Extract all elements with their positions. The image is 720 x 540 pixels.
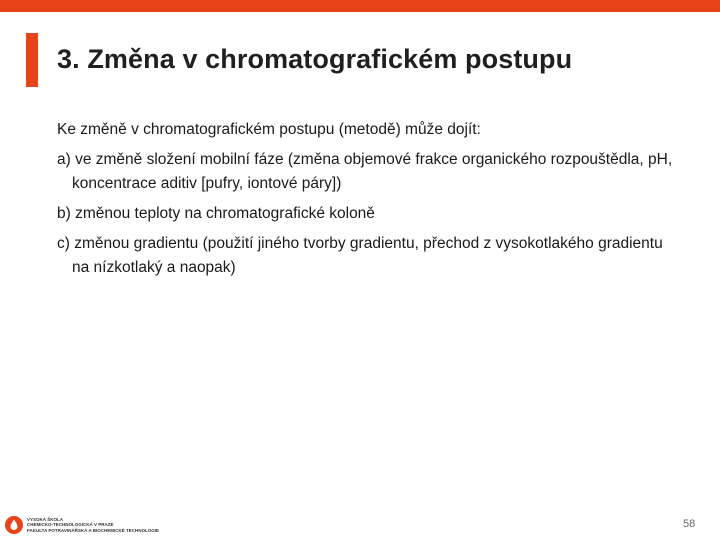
logo-line: VYSOKÁ ŠKOLA [27,516,64,522]
list-item: c) změnou gradientu (použití jiného tvorby gradientu, přechod z vysokotlakého gradientu na nízkotlaký a naopak) [57,235,663,276]
list-item: a) ve změně složení mobilní fáze (změna objemové frakce organického rozpouštědla, pH, koncentrace aditiv [pufry, iontové páry]) [57,151,673,192]
logo-line: CHEMICKO-TECHNOLOGICKÁ V PRAZE [27,522,114,528]
list-item: b) změnou teploty na chromatografické koloně [57,205,375,222]
page-number: 58 [683,518,696,530]
top-accent-bar [0,0,720,12]
intro-text: Ke změně v chromatografickém postupu (metodě) může dojít: [57,121,481,138]
flask-drop-icon [5,516,23,534]
slide-body [57,118,677,286]
slide-title: 3. Změna v chromatografickém postupu [57,44,573,74]
logo-text [27,517,159,534]
title-accent-bar [26,33,38,87]
university-logo [5,516,159,534]
logo-line: FAKULTA POTRAVINÁŘSKÁ A BIOCHEMICKÉ TECHNOLOGIE [27,527,159,533]
